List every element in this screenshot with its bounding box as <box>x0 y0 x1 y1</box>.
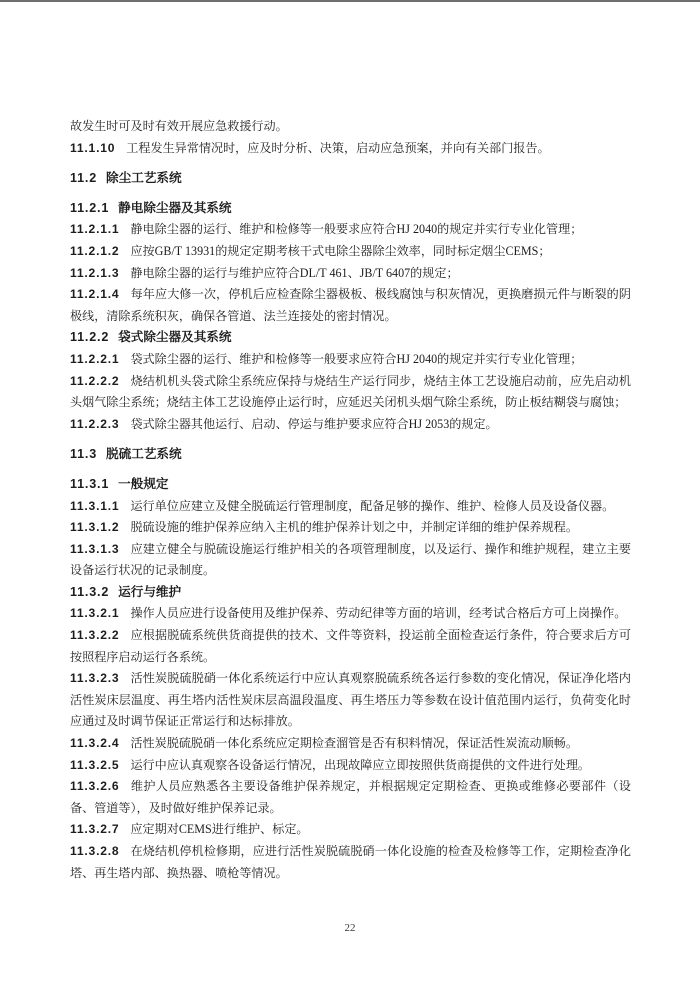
clause-paragraph <box>70 517 631 539</box>
clause-text: 应按GB/T 13931的规定定期考核干式电除尘器除尘效率，同时标定烟尘CEMS； <box>130 243 551 258</box>
clause-text: 运行单位应建立及健全脱硫运行管理制度，配备足够的操作、维护、检修人员及设备仪器。 <box>130 498 615 513</box>
clause-number: 11.3.2.3 <box>70 671 120 686</box>
subsection-heading <box>70 474 631 496</box>
clause-text: 袋式除尘器的运行、维护和检修等一般要求应符合HJ 2040的规定并实行专业化管理； <box>130 351 583 366</box>
clause-text: 工程发生异常情况时，应及时分析、决策，启动应急预案，并向有关部门报告。 <box>126 140 550 155</box>
clause-text: 在烧结机停机检修期，应进行活性炭脱硫脱硝一体化设施的检查及检修等工作，定期检查净化塔、再生塔内部、换热器、喷枪等情况。 <box>70 844 631 880</box>
clause-text: 运行中应认真观察各设备运行情况，出现故障应立即按照供货商提供的文件进行处理。 <box>130 757 591 772</box>
section-heading <box>70 444 631 466</box>
heading-number: 11.3 <box>70 447 98 462</box>
clause-paragraph <box>70 263 631 285</box>
clause-paragraph <box>70 841 631 884</box>
clause-text: 静电除尘器的运行、维护和检修等一般要求应符合HJ 2040的规定并实行专业化管理； <box>130 222 583 237</box>
heading-number: 11.2.1 <box>70 200 110 215</box>
clause-text: 烧结机机头袋式除尘系统应保持与烧结生产运行同步，烧结主体工艺设施启动前，应先启动机头烟气除尘系统；烧结主体工艺设施停止运行时，应延迟关闭机头烟气除尘系统，防止板结糊袋与腐蚀； <box>70 373 631 410</box>
clause-text: 活性炭脱硫脱硝一体化系统应定期检查溜管是否有积料情况，保证活性炭流动顺畅。 <box>130 736 578 751</box>
clause-paragraph <box>70 733 631 755</box>
clause-paragraph <box>70 138 631 160</box>
clause-text: 应定期对CEMS进行维护、标定。 <box>130 822 309 837</box>
clause-text: 每年应大修一次，停机后应检查除尘器极板、极线腐蚀与积灰情况，更换磨损元件与断裂的阴极线，清除系统积灰，确保各管道、法兰连接处的密封情况。 <box>70 287 631 323</box>
heading-text: 袋式除尘器及其系统 <box>118 330 232 345</box>
clause-number: 11.2.1.3 <box>70 265 120 280</box>
clause-text: 袋式除尘器其他运行、启动、停运与维护要求应符合HJ 2053的规定。 <box>130 416 498 431</box>
heading-number: 11.2 <box>70 171 98 186</box>
clause-paragraph <box>70 241 631 263</box>
document-content <box>70 116 631 884</box>
clause-paragraph <box>70 603 631 625</box>
clause-paragraph <box>70 668 631 733</box>
clause-text: 活性炭脱硫脱硝一体化系统运行中应认真观察脱硫系统各运行参数的变化情况，保证净化塔内活性炭床层温度、再生塔内活性炭床层高温段温度、再生塔压力等参数在设计值范围内运行，负荷变化时应通过及时调节保证正常运行和达标排放。 <box>70 671 631 729</box>
clause-text: 脱硫设施的维护保养应纳入主机的维护保养计划之中，并制定详细的维护保养规程。 <box>130 520 578 535</box>
subsection-heading <box>70 582 631 604</box>
clause-number: 11.2.1.4 <box>70 287 120 302</box>
heading-number: 11.3.1 <box>70 476 110 491</box>
heading-text: 运行与维护 <box>118 584 182 599</box>
clause-text: 故发生时可及时有效开展应急救援行动。 <box>70 119 288 133</box>
clause-number: 11.3.1.2 <box>70 520 120 535</box>
clause-number: 11.3.2.5 <box>70 757 120 772</box>
clause-paragraph <box>70 349 631 371</box>
clause-number: 11.3.2.2 <box>70 628 120 643</box>
clause-paragraph <box>70 414 631 436</box>
clause-number: 11.3.2.4 <box>70 736 120 751</box>
clause-number: 11.3.2.6 <box>70 779 120 794</box>
clause-number: 11.2.2.1 <box>70 351 120 366</box>
clause-paragraph <box>70 371 631 414</box>
clause-number: 11.3.1.3 <box>70 541 120 556</box>
scan-top-edge-artifact <box>0 0 700 2</box>
clause-paragraph <box>70 755 631 777</box>
clause-paragraph <box>70 496 631 518</box>
heading-text: 一般规定 <box>118 476 169 491</box>
clause-paragraph <box>70 539 631 582</box>
clause-number: 11.2.2.2 <box>70 373 120 388</box>
clause-paragraph <box>70 776 631 819</box>
subsection-heading <box>70 198 631 220</box>
clause-paragraph <box>70 219 631 241</box>
subsection-heading <box>70 327 631 349</box>
clause-text: 操作人员应进行设备使用及维护保养、劳动纪律等方面的培训，经考试合格后方可上岗操作。 <box>130 606 627 621</box>
clause-number: 11.3.2.7 <box>70 822 120 837</box>
page-number: 22 <box>344 922 356 934</box>
heading-text: 除尘工艺系统 <box>106 171 182 186</box>
clause-text: 静电除尘器的运行与维护应符合DL/T 461、JB/T 6407的规定； <box>130 265 459 280</box>
clause-text: 应根据脱硫系统供货商提供的技术、文件等资料，投运前全面检查运行条件，符合要求后方可按照程序启动运行各系统。 <box>70 628 631 664</box>
clause-paragraph <box>70 625 631 668</box>
clause-number: 11.3.2.1 <box>70 606 120 621</box>
clause-number: 11.1.10 <box>70 140 116 155</box>
heading-number: 11.3.2 <box>70 584 110 599</box>
heading-text: 脱硫工艺系统 <box>106 447 182 462</box>
heading-text: 静电除尘器及其系统 <box>118 200 232 215</box>
clause-text: 应建立健全与脱硫设施运行维护相关的各项管理制度，以及运行、操作和维护规程，建立主要设备运行状况的记录制度。 <box>70 541 631 578</box>
clause-number: 11.2.1.1 <box>70 222 120 237</box>
heading-number: 11.2.2 <box>70 330 110 345</box>
clause-number: 11.3.2.8 <box>70 844 120 858</box>
section-heading <box>70 168 631 190</box>
clause-number: 11.3.1.1 <box>70 498 120 513</box>
clause-paragraph <box>70 819 631 841</box>
clause-text: 维护人员应熟悉各主要设备维护保养规定，并根据规定定期检查、更换或维修必要部件（设备、管道等），及时做好维护保养记录。 <box>70 779 631 815</box>
clause-paragraph <box>70 284 631 327</box>
continuation-paragraph <box>70 116 631 138</box>
clause-number: 11.2.1.2 <box>70 243 120 258</box>
clause-number: 11.2.2.3 <box>70 416 120 431</box>
